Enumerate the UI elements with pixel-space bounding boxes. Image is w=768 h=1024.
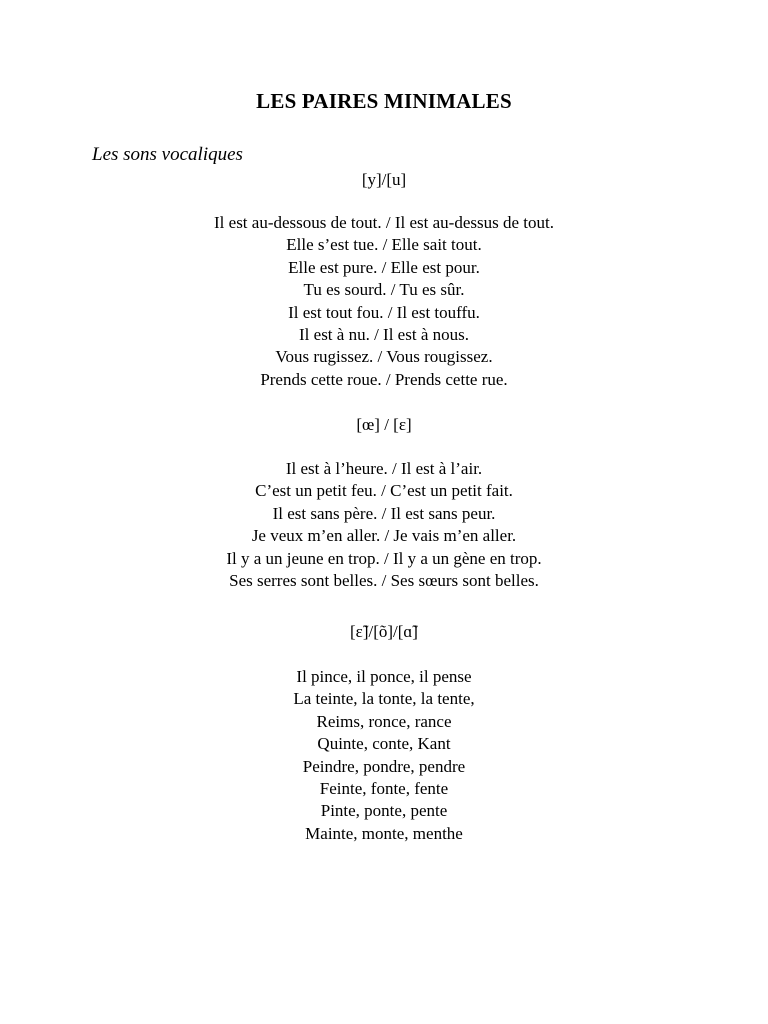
pair-section-nasal-vowels: [0, 620, 768, 845]
example-line: Je veux m’en aller. / Je vais m’en aller.: [251, 526, 517, 546]
example-line: Il pince, il ponce, il pense: [296, 667, 472, 686]
section-heading: [œ] / [ɛ]: [356, 415, 412, 434]
example-line: C’est un petit feu. / C’est un petit fait.: [255, 481, 513, 501]
example-list: [0, 212, 768, 391]
example-line: Prends cette roue. / Prends cette rue.: [260, 369, 508, 389]
example-line: Vous rugissez. / Vous rougissez.: [275, 347, 493, 367]
pair-section-y-u: [0, 168, 768, 391]
example-line: Quinte, conte, Kant: [317, 734, 451, 754]
pair-section-oe-e: [0, 413, 768, 592]
example-line: La teinte, la tonte, la tente,: [293, 689, 475, 709]
example-list: [0, 458, 768, 592]
example-line: Il est à nu. / Il est à nous.: [299, 324, 469, 344]
example-line: Ses serres sont belles. / Ses sœurs sont belles.: [229, 570, 539, 590]
example-line: Il est tout fou. / Il est touffu.: [288, 302, 480, 322]
example-line: Elle est pure. / Elle est pour.: [288, 257, 480, 277]
example-line: Tu es sourd. / Tu es sûr.: [303, 280, 465, 300]
example-line: Pinte, ponte, pente: [320, 801, 448, 821]
example-line: Il est au-dessous de tout. / Il est au-dessus de tout.: [214, 213, 554, 232]
section-heading: [ɛ̃]/[õ]/[ɑ̃]: [350, 622, 418, 641]
section-group-title: Les sons vocaliques: [92, 144, 243, 165]
example-line: Peindre, pondre, pendre: [302, 756, 466, 776]
section-heading: [y]/[u]: [361, 170, 407, 189]
example-line: Feinte, fonte, fente: [319, 778, 449, 798]
example-list: [0, 666, 768, 845]
example-line: Reims, ronce, rance: [316, 711, 452, 731]
example-line: Mainte, monte, menthe: [305, 823, 463, 843]
example-line: Il est à l’heure. / Il est à l’air.: [285, 459, 483, 478]
example-line: Elle s’est tue. / Elle sait tout.: [286, 235, 482, 255]
example-line: Il y a un jeune en trop. / Il y a un gène en trop.: [226, 548, 542, 568]
page-title: LES PAIRES MINIMALES: [256, 89, 512, 113]
example-line: Il est sans père. / Il est sans peur.: [272, 503, 496, 523]
